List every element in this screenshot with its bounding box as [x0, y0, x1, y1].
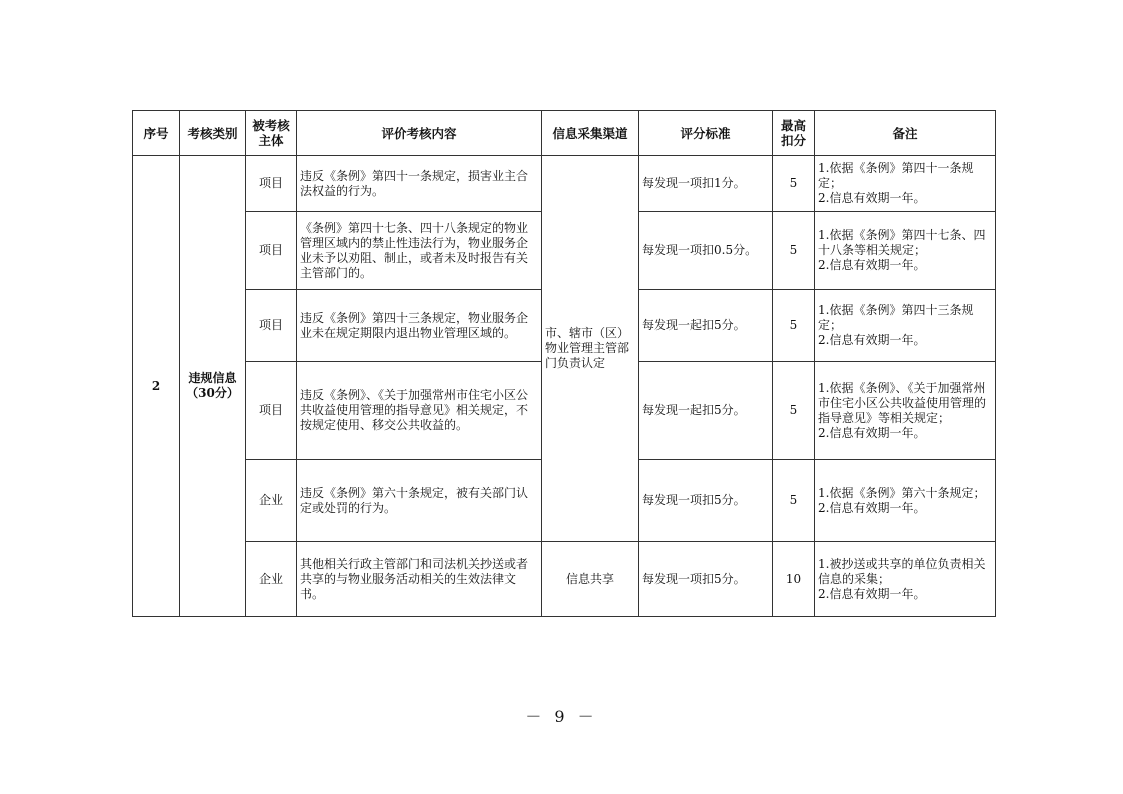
remark-line: 2.信息有效期一年。: [818, 333, 926, 347]
cell-channel-shared: 市、辖市（区）物业管理主管部门负责认定: [542, 156, 639, 542]
header-subject: 被考核主体: [246, 111, 297, 156]
cell-standard: 每发现一项扣1分。: [639, 156, 773, 212]
remark-line: 1.依据《条例》第六十条规定；: [818, 485, 986, 500]
cell-remarks: [815, 460, 996, 542]
cell-remarks: [815, 212, 996, 290]
header-content: 评价考核内容: [297, 111, 542, 156]
cell-subject: 项目: [246, 290, 297, 362]
cell-subject: 企业: [246, 460, 297, 542]
cell-content: 违反《条例》第四十三条规定，物业服务企业未在规定期限内退出物业管理区域的。: [297, 290, 542, 362]
cell-max-deduct: 10: [773, 542, 815, 617]
cell-seq: 2: [133, 156, 180, 617]
remark-line: 1.被抄送或共享的单位负责相关信息的采集；: [818, 556, 986, 586]
remark-line: 2.信息有效期一年。: [818, 586, 926, 601]
cell-subject: 项目: [246, 362, 297, 460]
cell-subject: 项目: [246, 156, 297, 212]
cell-category: [180, 156, 246, 617]
cell-content: 《条例》第四十七条、四十八条规定的物业管理区域内的禁止性违法行为，物业服务企业未予以劝阻、制止，或者未及时报告有关主管部门的。: [297, 212, 542, 290]
remark-line: 1.依据《条例》第四十七条、四十八条等相关规定；: [818, 228, 986, 257]
scoring-table: [132, 110, 996, 617]
remark-line: 1.依据《条例》第四十三条规定；: [818, 303, 974, 332]
remark-line: 2.信息有效期一年。: [818, 191, 926, 205]
cell-subject: 项目: [246, 212, 297, 290]
remark-line: 2.信息有效期一年。: [818, 500, 926, 515]
cell-content: 违反《条例》第四十一条规定，损害业主合法权益的行为。: [297, 156, 542, 212]
cell-max-deduct: 5: [773, 212, 815, 290]
cell-remarks: [815, 290, 996, 362]
category-points: （30分）: [186, 386, 239, 400]
cell-content: 其他相关行政主管部门和司法机关抄送或者共享的与物业服务活动相关的生效法律文书。: [297, 542, 542, 617]
cell-channel: 信息共享: [542, 542, 639, 617]
cell-remarks: [815, 542, 996, 617]
cell-content: 违反《条例》第六十条规定，被有关部门认定或处罚的行为。: [297, 460, 542, 542]
cell-standard: 每发现一项扣0.5分。: [639, 212, 773, 290]
cell-max-deduct: 5: [773, 156, 815, 212]
header-standard: 评分标准: [639, 111, 773, 156]
page-number: － 9 －: [525, 707, 598, 726]
cell-content: 违反《条例》、《关于加强常州市住宅小区公共收益使用管理的指导意见》相关规定，不按规定使用、移交公共收益的。: [297, 362, 542, 460]
cell-max-deduct: 5: [773, 362, 815, 460]
cell-standard: 每发现一起扣5分。: [639, 290, 773, 362]
cell-max-deduct: 5: [773, 460, 815, 542]
cell-standard: 每发现一起扣5分。: [639, 362, 773, 460]
cell-remarks: [815, 156, 996, 212]
cell-standard: 每发现一项扣5分。: [639, 460, 773, 542]
cell-remarks: [815, 362, 996, 460]
table-row: [133, 542, 996, 617]
table-row: [133, 156, 996, 212]
remark-line: 2.信息有效期一年。: [818, 425, 926, 440]
header-category: 考核类别: [180, 111, 246, 156]
cell-subject: 企业: [246, 542, 297, 617]
scoring-table-page: [132, 110, 995, 617]
cell-max-deduct: 5: [773, 290, 815, 362]
remark-line: 1.依据《条例》第四十一条规定；: [818, 161, 974, 190]
header-channel: 信息采集渠道: [542, 111, 639, 156]
cell-standard: 每发现一项扣5分。: [639, 542, 773, 617]
header-seq: 序号: [133, 111, 180, 156]
table-header-row: [133, 111, 996, 156]
remark-line: 2.信息有效期一年。: [818, 258, 926, 272]
header-max-deduct: 最高扣分: [773, 111, 815, 156]
remark-line: 1.依据《条例》、《关于加强常州市住宅小区公共收益使用管理的指导意见》等相关规定；: [818, 380, 987, 425]
category-name: 违规信息: [188, 371, 237, 385]
header-remarks: 备注: [815, 111, 996, 156]
